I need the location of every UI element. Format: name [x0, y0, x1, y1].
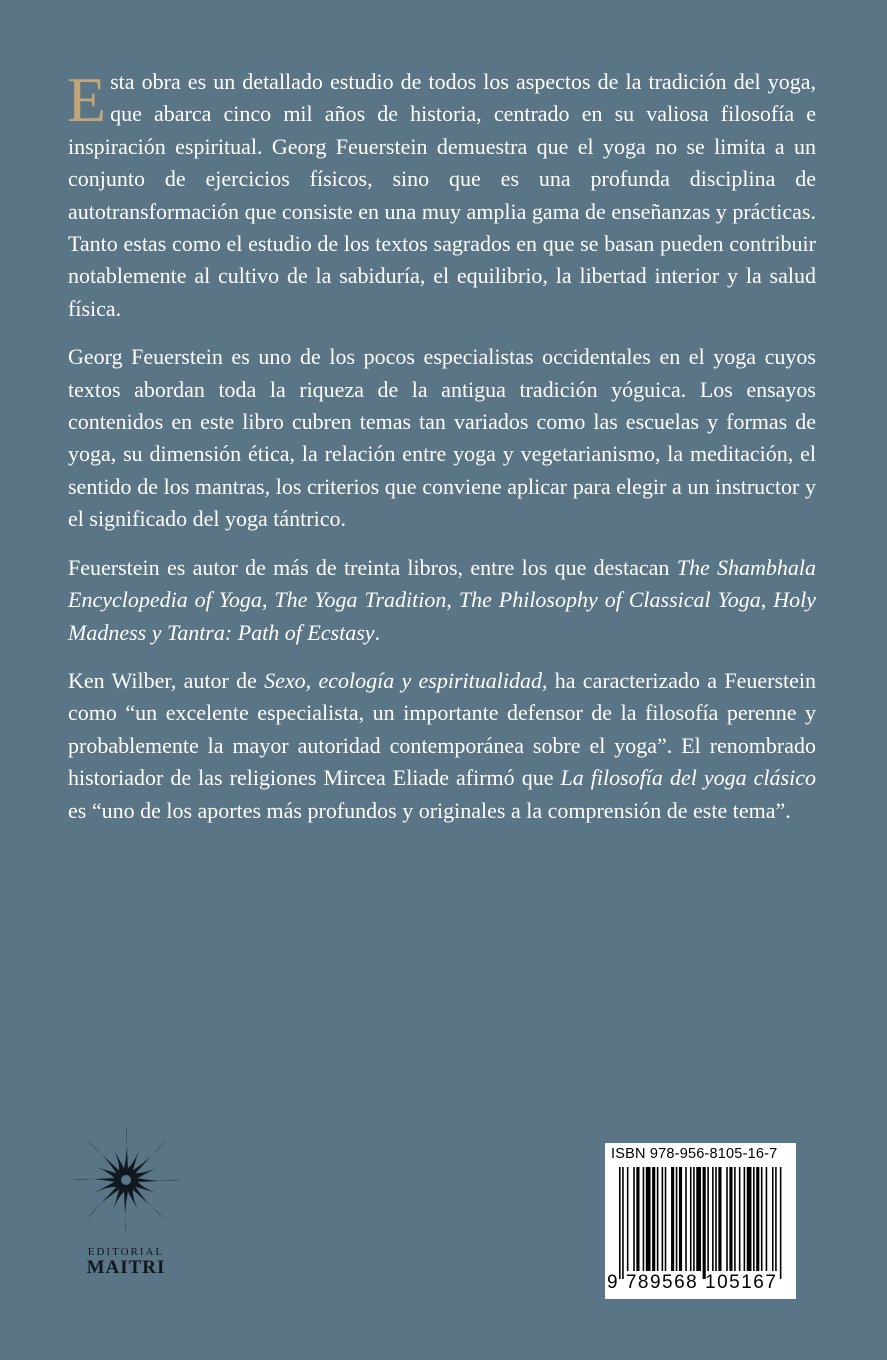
- barcode-bar: [772, 1167, 774, 1271]
- barcode-bar: [627, 1167, 629, 1271]
- barcode-bar: [671, 1167, 674, 1271]
- barcode-bar: [665, 1167, 667, 1271]
- star-ray: [124, 1192, 128, 1236]
- book-title-sexo: Sexo, ecología y espiritualidad: [264, 667, 542, 693]
- barcode-bar: [707, 1167, 709, 1271]
- star-ray: [70, 1178, 114, 1182]
- star-icon: [68, 1120, 184, 1240]
- star-ray: [128, 1147, 140, 1170]
- paragraph-4: [68, 665, 816, 827]
- barcode-bar: [657, 1167, 659, 1271]
- barcode-bar: [676, 1167, 678, 1271]
- barcode-bar: [619, 1167, 621, 1279]
- barcode-bar: [643, 1167, 645, 1271]
- book-title-filosofia: La filosofía del yoga clásico: [560, 765, 816, 791]
- isbn-barcode: [605, 1143, 796, 1299]
- isbn-label: ISBN 978-956-8105-16-7: [611, 1146, 778, 1162]
- publisher-label: EDITORIAL: [87, 1246, 165, 1258]
- barcode-bar: [703, 1167, 706, 1279]
- barcode-bar: [633, 1167, 635, 1271]
- publisher-logo: [68, 1120, 184, 1300]
- star-ray: [138, 1178, 182, 1182]
- barcode-bar: [679, 1167, 682, 1271]
- barcode-bar: [739, 1167, 741, 1271]
- publisher-name: MAITRI: [86, 1257, 166, 1278]
- star-ray: [112, 1190, 124, 1213]
- barcode-bar: [747, 1167, 752, 1271]
- barcode-bars: [619, 1167, 783, 1279]
- p4-lead: Ken Wilber, autor de: [68, 667, 265, 693]
- barcode-bar: [652, 1167, 655, 1271]
- barcode-bar: [726, 1167, 728, 1271]
- barcode-bar: [696, 1167, 701, 1271]
- star-ray: [86, 1140, 119, 1173]
- drop-cap: E: [67, 64, 107, 135]
- star-ray: [86, 1187, 119, 1220]
- back-cover-description: [68, 66, 816, 843]
- star-ray: [93, 1166, 116, 1178]
- p3-sep-2: ,: [446, 587, 459, 613]
- paragraph-2: Georg Feuerstein es uno de los pocos especialistas occidentales en el yoga cuyos textos abordan toda la riqueza de la antigua tradición yóguica. Los ensayos contenidos en este libro cubren temas tan variados como las escuelas y formas de yoga, su dimensión ética, la relación entre yoga y vegetarianismo, la meditación, el sentido de los mantras, los criterios que conviene aplicar para elegir a un instructor y el significado del yoga tántrico.: [68, 344, 816, 532]
- book-title-shambhala: The Shambhala Encyclopedia of Yoga: [68, 554, 817, 613]
- barcode-bar: [693, 1167, 695, 1271]
- barcode-bar: [756, 1167, 759, 1271]
- barcode-bar: [690, 1167, 692, 1271]
- barcode-bar: [685, 1167, 687, 1271]
- barcode-bar: [636, 1167, 639, 1271]
- p3-lead: Feuerstein es autor de más de treinta libros, entre los que destacan: [68, 554, 677, 580]
- barcode-bar: [715, 1167, 717, 1271]
- barcode-bar: [734, 1167, 736, 1271]
- barcode-bar: [622, 1167, 624, 1279]
- barcode-digits: 9 789568 105167: [607, 1272, 778, 1293]
- barcode-bar: [646, 1167, 651, 1271]
- paragraph-3: [68, 552, 816, 649]
- barcode-bar: [718, 1167, 721, 1271]
- paragraph-1: [68, 66, 816, 325]
- barcode-bar: [780, 1167, 782, 1279]
- star-ray: [124, 1124, 128, 1168]
- book-title-philosophy: The Philosophy of Classical Yoga: [458, 587, 761, 613]
- star-ray: [136, 1182, 159, 1194]
- barcode-bar: [766, 1167, 768, 1271]
- p4-mid: , ha caracterizado a Feuerstein como “un excelente especialista, un importante defensor de la filosofía perenne y probablemente la mayor autoridad contemporánea sobre el yoga”. El renombrado historiador de las religiones Mircea Eliade afirmó que: [68, 667, 816, 791]
- p3-end: .: [374, 619, 381, 645]
- p3-sep-3: ,: [760, 587, 774, 613]
- p4-end: es “uno de los aportes más profundos y originales a la comprensión de este tema”.: [68, 797, 791, 823]
- book-title-yoga-tradition: The Yoga Tradition: [274, 587, 447, 613]
- barcode-bar: [744, 1167, 746, 1271]
- barcode-bar: [712, 1167, 714, 1271]
- barcode-bar: [775, 1167, 777, 1271]
- barcode-bar: [662, 1167, 664, 1271]
- paragraph-1-text: sta obra es un detallado estudio de todos los aspectos de la tradición del yoga, que abarca cinco mil años de historia, centrado en su valiosa filosofía e inspiración espiritual. Georg Feuerstein demuestra que el yoga no se limita a un conjunto de ejercicios físicos, sino que es una profunda disciplina de autotransformación que consiste en una muy amplia gama de enseñanzas y prácticas. Tanto estas como el estudio de los textos sagrados en que se basan pueden contribuir notablemente al cultivo de la sabiduría, el equilibrio, la libertad interior y la salud física.: [68, 69, 816, 321]
- barcode-bar: [761, 1167, 763, 1271]
- p3-sep-1: ,: [261, 587, 275, 613]
- star-ray: [133, 1140, 166, 1173]
- star-ray: [133, 1187, 166, 1220]
- barcode-bar: [753, 1167, 755, 1271]
- book-title-holy-madness: Holy Madness y Tantra: Path of Ecstasy: [68, 587, 816, 645]
- barcode-bar: [729, 1167, 732, 1271]
